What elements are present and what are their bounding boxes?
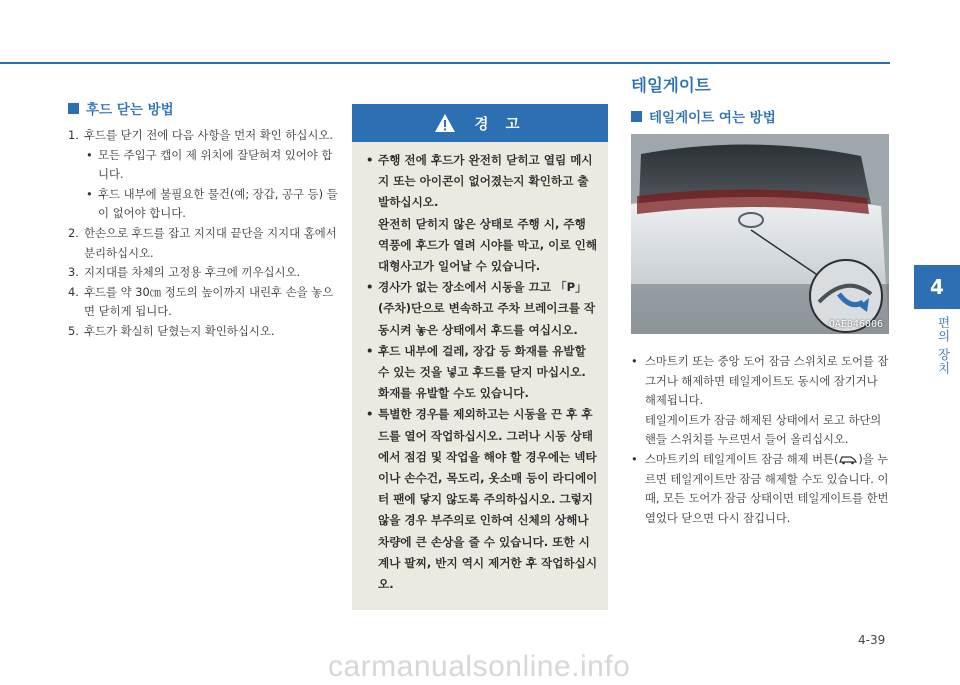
watermark: carmanualsonline.info xyxy=(328,650,631,683)
tailgate-text-before: 스마트키의 테일게이트 잠금 해제 버튼( xyxy=(645,452,839,466)
bullet-dot-icon: • xyxy=(631,355,638,368)
bullet-dot-icon: • xyxy=(631,452,638,466)
hood-closing-title: 후드 닫는 방법 xyxy=(86,102,174,118)
bullet-dot-icon: • xyxy=(366,343,374,358)
page-number: 4-39 xyxy=(858,633,886,647)
chapter-tab[interactable] xyxy=(914,265,960,309)
page-title: 테일게이트 xyxy=(631,76,711,95)
warning-paragraph: 후드 내부에 걸레, 장갑 등 화재를 유발할 수 있는 것을 넣고 후드를 닫지 마십시오. 화재를 유발할 수도 있습니다. xyxy=(378,343,586,401)
tailgate-paragraph: 스마트키 또는 중앙 도어 잠금 스위치로 도어를 잠그거나 해제하면 테일게이트도 동시에 잠기거나 해제됩니다. xyxy=(645,355,889,408)
warning-item xyxy=(366,404,598,595)
step-text: 후드가 확실히 닫혔는지 확인하십시오. xyxy=(84,323,275,338)
step-text: 후드를 약 30㎝ 정도의 높이까지 내린후 손을 놓으면 닫히게 됩니다. xyxy=(84,284,334,319)
bullet-dot-icon: • xyxy=(86,147,93,162)
step-number: 5. xyxy=(68,323,79,338)
warning-paragraph: 완전히 닫히지 않은 상태로 주행 시, 주행 역풍에 후드가 열려 시야를 막고, 이로 인해 대형사고가 일어날 수 있습니다. xyxy=(378,216,598,274)
step-number: 4. xyxy=(68,284,79,299)
tailgate-bullet-text xyxy=(645,450,891,528)
step-text: 후드를 닫기 전에 다음 사항을 먼저 확인 하십시오. xyxy=(84,128,334,142)
tailgate-section xyxy=(631,72,891,528)
tailgate-bullet xyxy=(631,450,891,528)
hood-closing-header xyxy=(68,98,338,118)
sub-bullet-text: 후드 내부에 불필요한 물건(예; 장갑, 공구 등) 들이 없어야 합니다. xyxy=(98,186,338,221)
car-rear-illustration xyxy=(631,134,889,334)
tailgate-photo xyxy=(631,134,889,334)
sub-bullet-text: 모든 주입구 캡이 제 위치에 잘닫혀져 있어야 합니다. xyxy=(98,147,333,182)
chapter-label: 편의 장치 xyxy=(936,316,951,375)
step-text: 한손으로 후드를 잡고 지지대 끝단을 지지대 홈에서 분리하십시오. xyxy=(84,225,337,260)
chapter-number: 4 xyxy=(930,275,944,299)
bullet-dot-icon: • xyxy=(86,186,93,201)
warning-item-text xyxy=(378,150,598,277)
warning-paragraph: 주행 전에 후드가 완전히 닫히고 열림 메시지 또는 아이콘이 없어졌는지 확인하고 출발하십시오. xyxy=(378,153,593,210)
tailgate-bullets xyxy=(631,352,891,528)
warning-triangle-icon xyxy=(434,113,456,133)
tailgate-paragraph: 테일게이트가 잠금 해제된 상태에서 로고 하단의 핸들 스위치를 누르면서 들어 올리십시오. xyxy=(645,413,882,447)
section-square-icon xyxy=(68,103,79,114)
step-3 xyxy=(68,263,338,283)
photo-code: OAE046006 xyxy=(828,319,883,330)
warning-paragraph: 특별한 경우를 제외하고는 시동을 끈 후 후드를 열어 작업하십시오. 그러나 시동 상태에서 점검 및 작업을 해야 할 경우에는 넥타이나 손수건, 목도리, 옷소매 등이 라디에이터 팬에 닿지 않도록 주의하십시오. 그렇지 않을 경우 부주의로 인하여 신체의 상해나 차량에 큰 손상을 줄 수 있습니다. 또한 시계나 팔찌, 반지 역시 제거한 후 작업하십시오. xyxy=(378,407,598,592)
sub-bullet-1 xyxy=(68,146,338,185)
section-square-icon xyxy=(631,111,642,122)
warning-item xyxy=(366,150,598,277)
step-number: 3. xyxy=(68,265,79,280)
step-2 xyxy=(68,224,338,263)
tailgate-open-header xyxy=(631,106,891,126)
warning-item xyxy=(366,341,598,405)
bullet-dot-icon: • xyxy=(366,280,374,295)
step-number: 2. xyxy=(68,225,79,240)
bullet-dot-icon: • xyxy=(366,153,374,167)
step-5 xyxy=(68,322,338,342)
warning-item xyxy=(366,277,598,341)
car-trunk-icon xyxy=(839,454,857,465)
tailgate-bullet-text xyxy=(645,352,891,450)
step-text: 지지대를 차체의 고정용 후크에 끼우십시오. xyxy=(84,265,301,280)
tailgate-bullet xyxy=(631,352,891,450)
top-rule xyxy=(0,62,890,64)
tailgate-text-after: )을 누르면 테일게이트만 잠금 해제할 수도 있습니다. 이때, 모든 도어가 잠금 상태이면 테일게이트를 한번 열었다 닫으면 다시 잠깁니다. xyxy=(645,452,889,525)
warning-list xyxy=(352,142,608,595)
warning-header xyxy=(352,104,608,142)
sub-bullet-2 xyxy=(68,185,338,224)
step-number: 1. xyxy=(68,128,79,142)
tailgate-open-title: 테일게이트 여는 방법 xyxy=(649,110,776,126)
step-1 xyxy=(68,126,338,146)
warning-paragraph: 경사가 없는 장소에서 시동을 끄고 「P」(주차)단으로 변속하고 주차 브레이크를 작동시켜 놓은 상태에서 후드를 여십시오. xyxy=(378,280,596,337)
step-4 xyxy=(68,283,338,322)
bullet-dot-icon: • xyxy=(366,407,374,422)
warning-title: 경 고 xyxy=(474,116,526,133)
warning-box xyxy=(352,104,608,610)
hood-closing-section xyxy=(68,98,338,342)
